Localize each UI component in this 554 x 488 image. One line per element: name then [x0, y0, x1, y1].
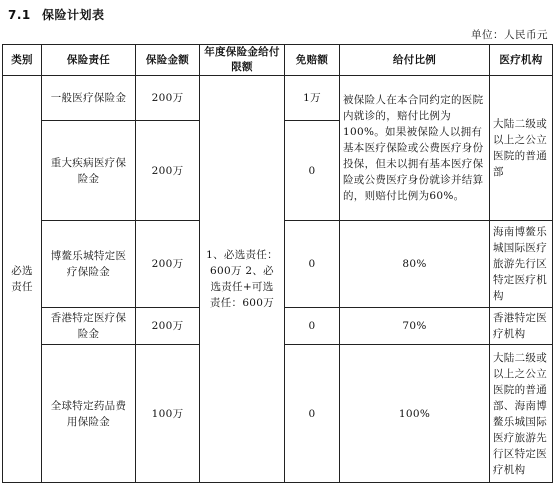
- header-category: 类别: [3, 45, 42, 76]
- amount-cell: 200万: [136, 308, 200, 345]
- header-deductible: 免赔额: [285, 45, 340, 76]
- header-institution: 医疗机构: [490, 45, 553, 76]
- liability-cell: 博鳌乐城特定医疗保险金: [42, 221, 136, 308]
- insurance-plan-table: [2, 44, 553, 483]
- liability-cell: 重大疾病医疗保险金: [42, 121, 136, 221]
- table-row: [3, 76, 553, 121]
- header-liability: 保险责任: [42, 45, 136, 76]
- annual-limit-cell: 1、必选责任：600万 2、必选责任+可选责任：600万: [200, 76, 285, 483]
- amount-cell: 200万: [136, 221, 200, 308]
- category-cell: 必选责任: [3, 76, 42, 483]
- section-title: 保险计划表: [42, 8, 105, 22]
- deductible-cell: 0: [285, 308, 340, 345]
- ratio-cell: 70%: [340, 308, 490, 345]
- deductible-cell: 0: [285, 221, 340, 308]
- currency-unit: 单位：人民币元: [471, 29, 548, 41]
- institution-cell: 香港特定医疗机构: [490, 308, 553, 345]
- amount-cell: 100万: [136, 345, 200, 483]
- amount-cell: 200万: [136, 76, 200, 121]
- deductible-cell: 1万: [285, 76, 340, 121]
- section-number: 7.1: [8, 8, 31, 22]
- institution-cell: 海南博鳌乐城国际医疗旅游先行区特定医疗机构: [490, 221, 553, 308]
- section-heading: [8, 6, 105, 23]
- shared-institution-cell: 大陆二级或以上之公立医院的普通部: [490, 76, 553, 221]
- amount-cell: 200万: [136, 121, 200, 221]
- ratio-cell: 80%: [340, 221, 490, 308]
- shared-ratio-cell: 被保险人在本合同约定的医院内就诊的，赔付比例为100%。如果被保险人以拥有基本医疗保险或公费医疗身份投保，但未以拥有基本医疗保险或公费医疗身份就诊并结算的，则赔付比例为60%。: [340, 76, 490, 221]
- ratio-cell: 100%: [340, 345, 490, 483]
- institution-cell: 大陆二级或以上之公立医院的普通部、海南博鳌乐城国际医疗旅游先行区特定医疗机构: [490, 345, 553, 483]
- header-ratio: 给付比例: [340, 45, 490, 76]
- table-header-row: [3, 45, 553, 76]
- header-annual-limit: 年度保险金给付限额: [200, 45, 285, 76]
- header-amount: 保险金额: [136, 45, 200, 76]
- liability-cell: 一般医疗保险金: [42, 76, 136, 121]
- deductible-cell: 0: [285, 121, 340, 221]
- deductible-cell: 0: [285, 345, 340, 483]
- liability-cell: 全球特定药品费用保险金: [42, 345, 136, 483]
- liability-cell: 香港特定医疗保险金: [42, 308, 136, 345]
